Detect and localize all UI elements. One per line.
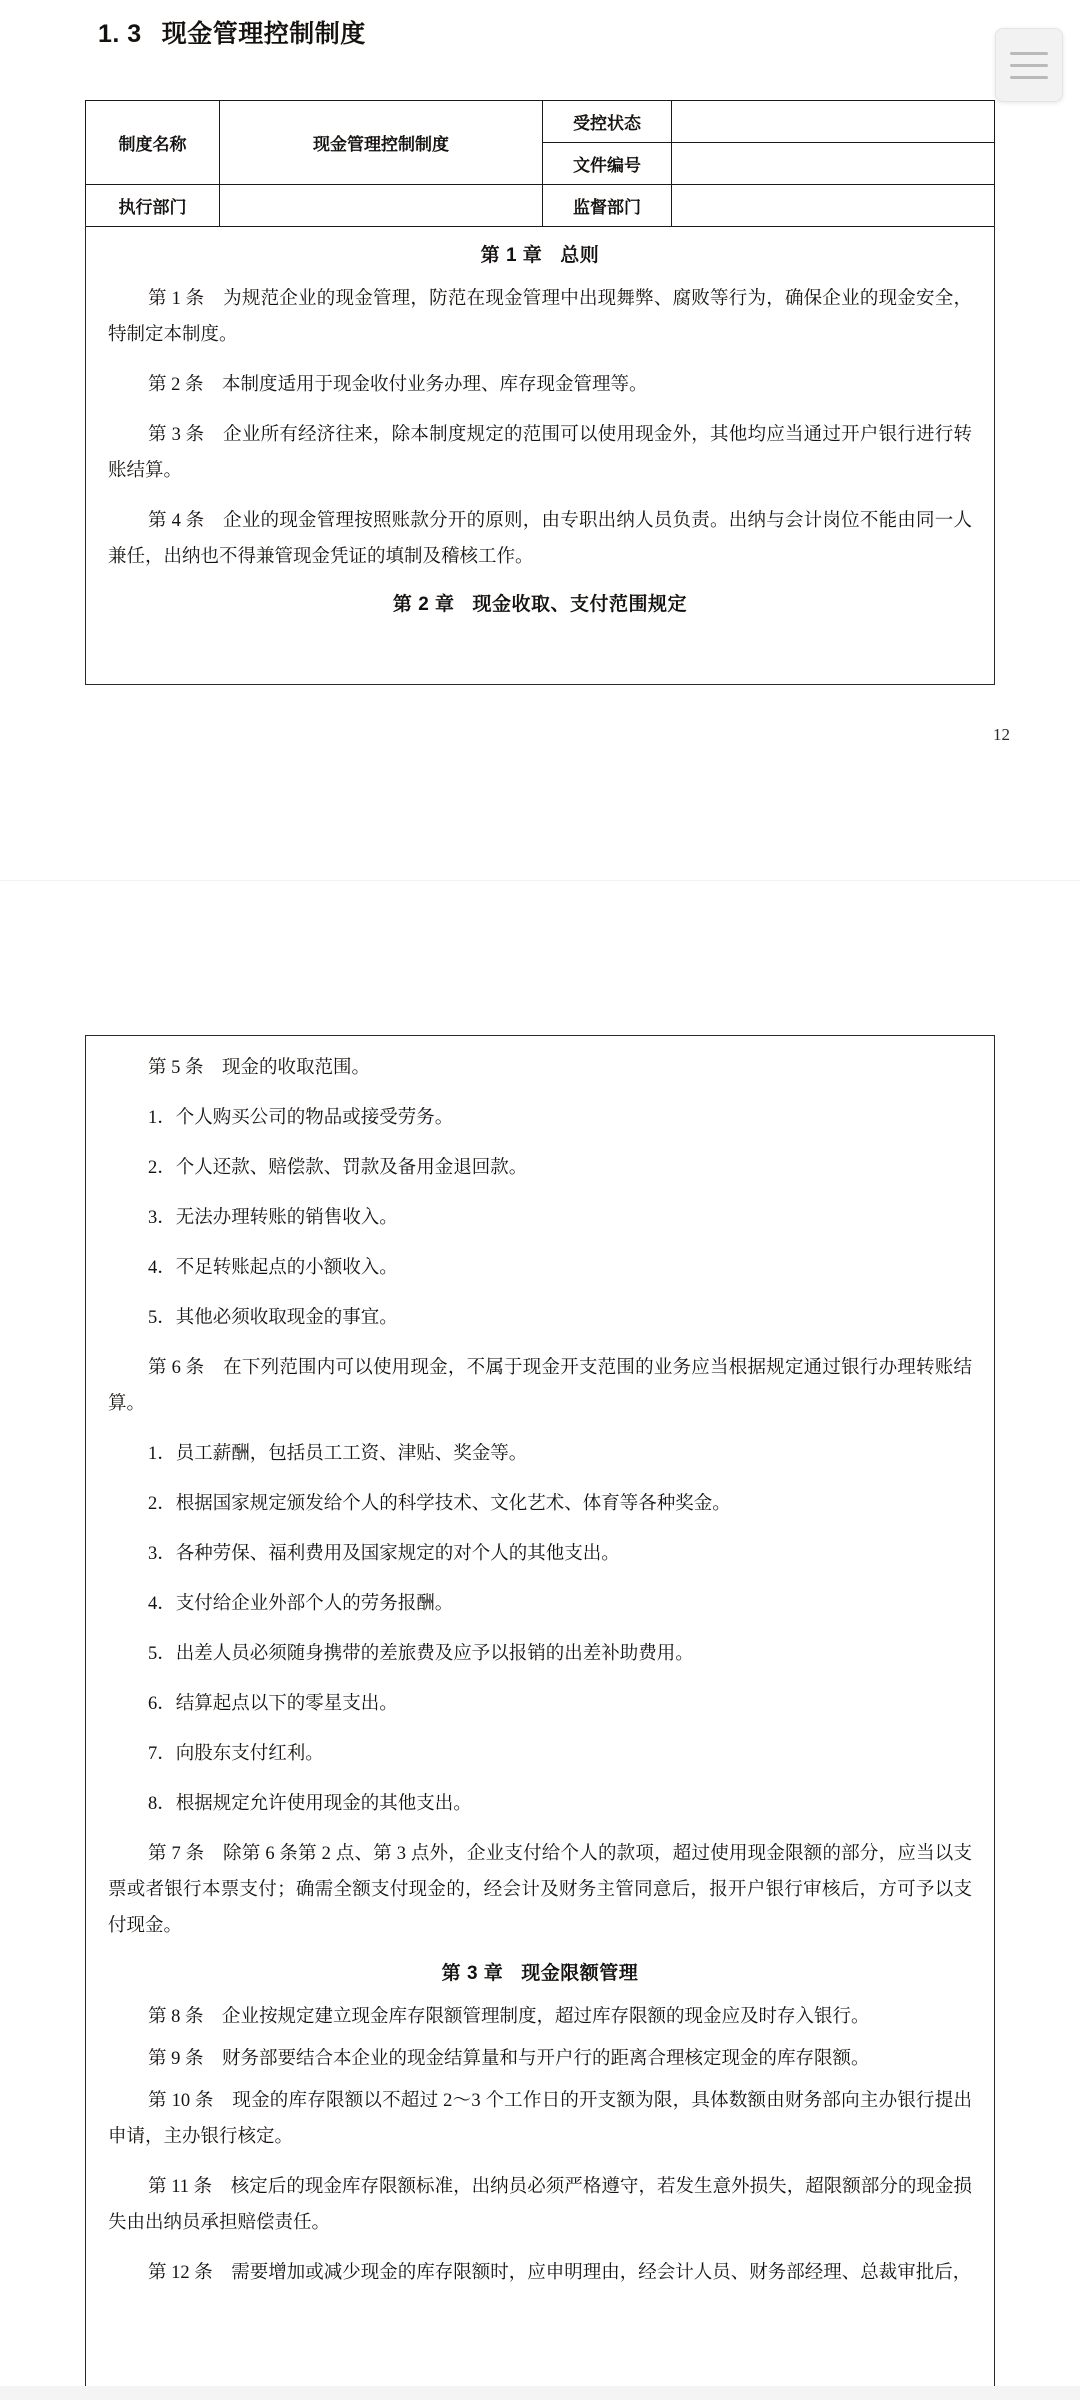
article-12: 第 12 条 需要增加或减少现金的库存限额时，应申明理由，经会计人员、财务部经理、总裁审批后，: [148, 2263, 972, 2283]
article-6-item-7: 7．向股东支付红利。: [148, 1744, 324, 1764]
document-page-two: [0, 1030, 1080, 2400]
article-6-item-8: 8．根据规定允许使用现金的其他支出。: [148, 1794, 472, 1814]
chapter-3-heading: [108, 1958, 972, 1985]
chapter-2-name: 现金收取、支付范围规定: [472, 594, 688, 615]
chapter-1-heading: [108, 240, 972, 267]
cell-controlled-status-label: 受控状态: [543, 101, 672, 143]
cell-controlled-status-value: [672, 101, 995, 143]
cell-file-number-value: [672, 143, 995, 185]
article-11: 第 11 条 核定后的现金库存限额标准，出纳员必须严格遵守，若发生意外损失，超限额部分的现金损失由出纳员承担赔偿责任。: [108, 2177, 972, 2233]
article-6-item-1: 1．员工薪酬，包括员工工资、津贴、奖金等。: [148, 1444, 528, 1464]
hamburger-icon-bar-bottom: [1010, 76, 1048, 79]
cell-executing-dept-value: [220, 185, 543, 227]
article-9: 第 9 条 财务部要结合本企业的现金结算量和与开户行的距离合理核定现金的库存限额。: [148, 2049, 870, 2069]
page-one-body: [85, 224, 995, 685]
page-title-number: 1. 3: [98, 20, 142, 48]
cell-system-name-value: 现金管理控制制度: [220, 101, 543, 185]
chapter-1-name: 总则: [560, 245, 600, 266]
table-row: [86, 101, 995, 143]
page-separator-gap: [0, 880, 1080, 1032]
chapter-2-heading: [108, 589, 972, 616]
cell-executing-dept-label: 执行部门: [86, 185, 220, 227]
article-6-item-3: 3．各种劳保、福利费用及国家规定的对个人的其他支出。: [148, 1544, 620, 1564]
page-title: [98, 14, 366, 50]
page-title-text: 现金管理控制制度: [161, 20, 366, 48]
article-8: 第 8 条 企业按规定建立现金库存限额管理制度，超过库存限额的现金应及时存入银行。: [148, 2007, 870, 2027]
chapter-2-number: 第 2 章: [392, 594, 455, 615]
article-6-item-4: 4．支付给企业外部个人的劳务报酬。: [148, 1594, 454, 1614]
article-7: 第 7 条 除第 6 条第 2 点、第 3 点外，企业支付给个人的款项，超过使用现金限额的部分，应当以支票或者银行本票支付；确需全额支付现金的，经会计及财务主管同意后，报开户银行审核后，方可予以支付现金。: [108, 1844, 972, 1936]
chapter-3-number: 第 3 章: [441, 1963, 504, 1984]
article-6-intro: 第 6 条 在下列范围内可以使用现金，不属于现金开支范围的业务应当根据规定通过银行办理转账结算。: [108, 1358, 972, 1414]
article-5-intro: 第 5 条 现金的收取范围。: [148, 1058, 371, 1078]
article-5-item-4: 4．不足转账起点的小额收入。: [148, 1258, 398, 1278]
cell-system-name-label: 制度名称: [86, 101, 220, 185]
cell-file-number-label: 文件编号: [543, 143, 672, 185]
hamburger-icon-bar-top: [1010, 52, 1048, 55]
article-5-item-3: 3．无法办理转账的销售收入。: [148, 1208, 398, 1228]
document-info-table: [85, 100, 995, 227]
article-6-item-2: 2．根据国家规定颁发给个人的科学技术、文化艺术、体育等各种奖金。: [148, 1494, 731, 1514]
bottom-fade-band: [0, 2386, 1080, 2400]
table-row: [86, 185, 995, 227]
article-2: 第 2 条 本制度适用于现金收付业务办理、库存现金管理等。: [148, 375, 648, 395]
article-6-item-6: 6．结算起点以下的零星支出。: [148, 1694, 398, 1714]
document-page-one: [0, 0, 1080, 880]
cell-supervising-dept-value: [672, 185, 995, 227]
hamburger-icon-bar-middle: [1010, 64, 1048, 67]
hamburger-menu-button[interactable]: [995, 28, 1063, 102]
article-3: 第 3 条 企业所有经济往来，除本制度规定的范围可以使用现金外，其他均应当通过开户银行进行转账结算。: [108, 425, 972, 481]
article-6-item-5: 5．出差人员必须随身携带的差旅费及应予以报销的出差补助费用。: [148, 1644, 694, 1664]
article-5-item-1: 1．个人购买公司的物品或接受劳务。: [148, 1108, 454, 1128]
chapter-1-number: 第 1 章: [480, 245, 543, 266]
article-10: 第 10 条 现金的库存限额以不超过 2～3 个工作日的开支额为限，具体数额由财务部向主办银行提出申请，主办银行核定。: [108, 2091, 972, 2147]
page-number: 12: [993, 725, 1010, 744]
article-1: 第 1 条 为规范企业的现金管理，防范在现金管理中出现舞弊、腐败等行为，确保企业的现金安全，特制定本制度。: [108, 289, 972, 345]
article-5-item-5: 5．其他必须收取现金的事宜。: [148, 1308, 398, 1328]
cell-supervising-dept-label: 监督部门: [543, 185, 672, 227]
article-5-item-2: 2．个人还款、赔偿款、罚款及备用金退回款。: [148, 1158, 528, 1178]
article-4: 第 4 条 企业的现金管理按照账款分开的原则，由专职出纳人员负责。出纳与会计岗位不能由同一人兼任，出纳也不得兼管现金凭证的填制及稽核工作。: [108, 511, 972, 567]
chapter-3-name: 现金限额管理: [521, 1963, 639, 1984]
page-two-body: [85, 1035, 995, 2395]
